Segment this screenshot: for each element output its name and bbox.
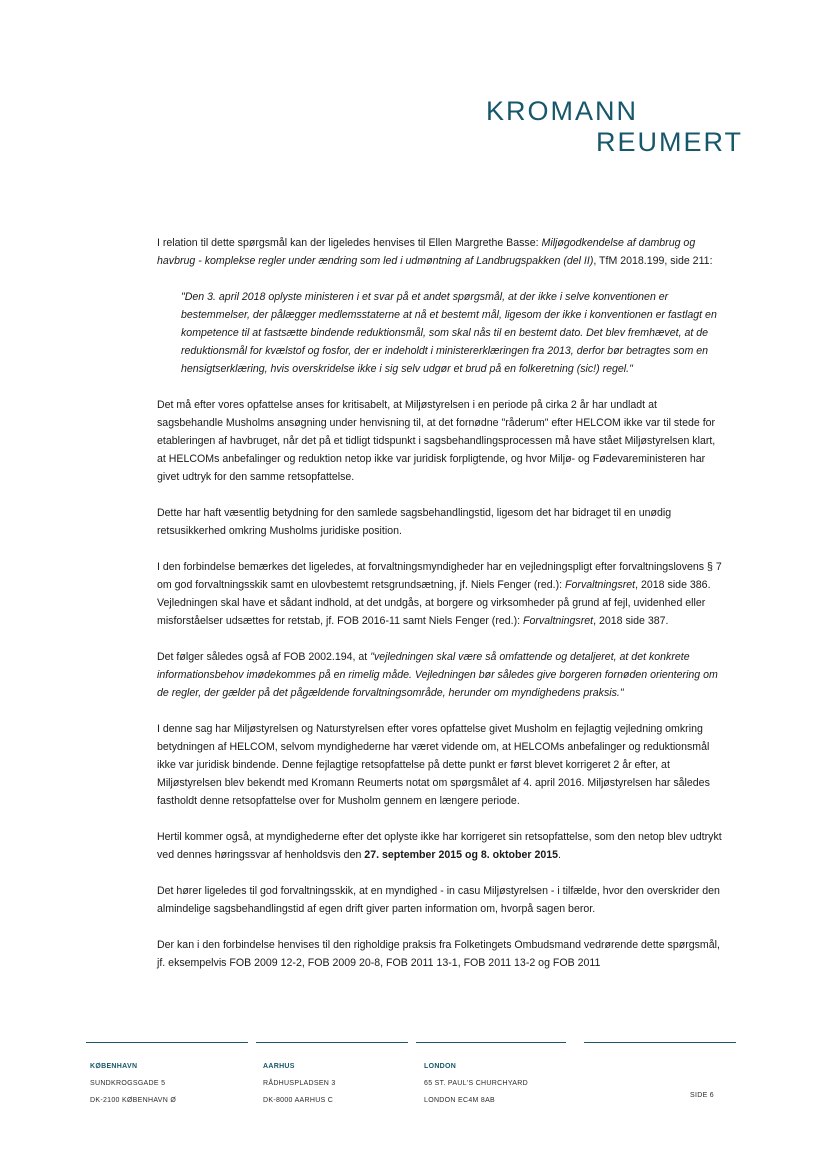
paragraph-8: Det hører ligeledes til god forvaltningsskik, at en myndighed - in casu Miljøstyrelsen - i tilfælde, hvor den overskrider den almindelige sagsbehandlingstid af egen drift giver parten information om, hvorpå sagen beror.: [157, 885, 720, 915]
paragraph-3: Dette har haft væsentlig betydning for den samlede sagsbehandlingstid, ligesom det har bidraget til en unødig retsusikkerhed omkring Musholms juridiske position.: [157, 507, 672, 537]
paragraph-1: [157, 234, 723, 270]
p5-quote: "vejledningen skal være så omfattende og detaljeret, at det konkrete informationsbehov imødekommes på en rimelig måde. Vejledningen bør således give borgeren fornøden orientering om de regler, der gælder på det pågældende forvaltningsområde, herunder om myndighedens praksis.": [157, 651, 718, 699]
paragraph-5: [157, 648, 723, 702]
office-city: DK-2100 KØBENHAVN Ø: [90, 1097, 177, 1104]
p1-text-b: , TfM 2018.199, side 211:: [593, 255, 713, 267]
footer-divider-aarhus: [256, 1042, 408, 1043]
office-address: SUNDKROGSGADE 5: [90, 1080, 166, 1087]
paragraph-6: I denne sag har Miljøstyrelsen og Naturstyrelsen efter vores opfattelse givet Musholm en fejlagtig vejledning omkring betydningen af HELCOM, selvom myndighederne har været vidende om, at HELCOMs anbefalinger og reduktionsmål ikke var juridisk bindende. Denne fejlagtige retsopfattelse på dette punkt er først blevet korrigeret 2 år efter, at Miljøstyrelsen blev bekendt med Kromann Reumerts notat om spørgsmålet af 4. april 2016. Miljøstyrelsen har således fastholdt denne retsopfattelse over for Musholm gennem en længere periode.: [157, 723, 710, 807]
page-number: SIDE 6: [690, 1092, 714, 1099]
footer-office-aarhus: [263, 1058, 336, 1109]
logo-line-1: KROMANN: [486, 96, 639, 126]
paragraph-4: [157, 558, 723, 630]
p4-text-b: , 2018 side 386. Vejledningen skal have et sådant indhold, at det undgås, at borgere og virksomheder på grund af fejl, uvidenhed eller misforståelser udsættes for retstab, jf. FOB 2016-11 samt Niels Fenger (red.):: [157, 579, 711, 627]
p7-text-a: Hertil kommer også, at myndighederne efter det oplyste ikke har korrigeret sin retsopfattelse, som den netop blev udtrykt ved dennes høringssvar af henholdsvis den: [157, 831, 722, 861]
p4-text-a: I den forbindelse bemærkes det ligeledes, at forvaltningsmyndigheder har en vejledningspligt efter forvaltningslovens § 7 om god forvaltningsskik samt en ulovbestemt retsgrundsætning, jf. Niels Fenger (red.):: [157, 561, 722, 591]
footer-divider-kbh: [86, 1042, 248, 1043]
paragraph-2: Det må efter vores opfattelse anses for kritisabelt, at Miljøstyrelsen i en periode på cirka 2 år har undladt at sagsbehandle Musholms ansøgning under henvisning til, at det fornødne "råderum" efter HELCOM ikke var til stede for etableringen af havbruget, når det på et tidligt tidspunkt i sagsbehandlingsprocessen må have stået Miljøstyrelsen klart, at HELCOMs anbefalinger og reduktion netop ikke var juridisk forpligtende, og hvor Miljø- og Fødevareministeren har givet udtryk for den samme retsopfattelse.: [157, 399, 716, 483]
office-address: RÅDHUSPLADSEN 3: [263, 1080, 336, 1087]
footer-divider-london: [416, 1042, 566, 1043]
p4-citation-2: Forvaltningsret: [523, 615, 594, 627]
p4-citation-1: Forvaltningsret: [565, 579, 636, 591]
office-title: LONDON: [424, 1063, 457, 1070]
paragraph-7: [157, 828, 723, 864]
office-title: KØBENHAVN: [90, 1063, 138, 1070]
p7-dates: 27. september 2015 og 8. oktober 2015: [364, 849, 559, 861]
p7-text-b: .: [558, 849, 561, 861]
paragraph-9: Der kan i den forbindelse henvises til den righoldige praksis fra Folketingets Ombudsmand vedrørende dette spørgsmål, jf. eksempelvis FOB 2009 12-2, FOB 2009 20-8, FOB 2011 13-1, FOB 2011 13-2 og FOB 2011: [157, 939, 720, 969]
p4-text-c: , 2018 side 387.: [593, 615, 669, 627]
office-city: LONDON EC4M 8AB: [424, 1097, 496, 1104]
logo-line-2: REUMERT: [596, 127, 744, 157]
office-title: AARHUS: [263, 1063, 295, 1070]
footer-office-kbh: [90, 1058, 176, 1109]
company-logo: [486, 96, 746, 158]
footer-office-london: [424, 1058, 528, 1109]
office-city: DK-8000 AARHUS C: [263, 1097, 334, 1104]
document-body: [157, 234, 723, 990]
footer-divider-page: [584, 1042, 736, 1043]
office-address: 65 ST. PAUL'S CHURCHYARD: [424, 1080, 528, 1087]
p5-text-a: Det følger således også af FOB 2002.194, at: [157, 651, 371, 663]
p1-text-a: I relation til dette spørgsmål kan der ligeledes henvises til Ellen Margrethe Basse:: [157, 237, 542, 249]
p1-citation: Miljøgodkendelse af dambrug og havbrug - komplekse regler under ændring som led i udmøntning af Landbrugspakken (del II): [157, 237, 696, 267]
block-quote: "Den 3. april 2018 oplyste ministeren i et svar på et andet spørgsmål, at der ikke i selve konventionen er bestemmelser, der pålægger medlemsstaterne at nå et bestemt mål, ligesom der ikke i konventionen er fastlagt en kompetence til at fastsætte bindende reduktionsmål, som skal nås til en bestemt dato. Det blev fremhævet, at de reduktionsmål for kvælstof og fosfor, der er indeholdt i ministererklæringen fra 2013, derfor bør betragtes som en hensigtserklæring, hvis overskridelse ikke i sig selv udgør et brud på en folkeretning (sic!) regel.": [181, 291, 717, 375]
